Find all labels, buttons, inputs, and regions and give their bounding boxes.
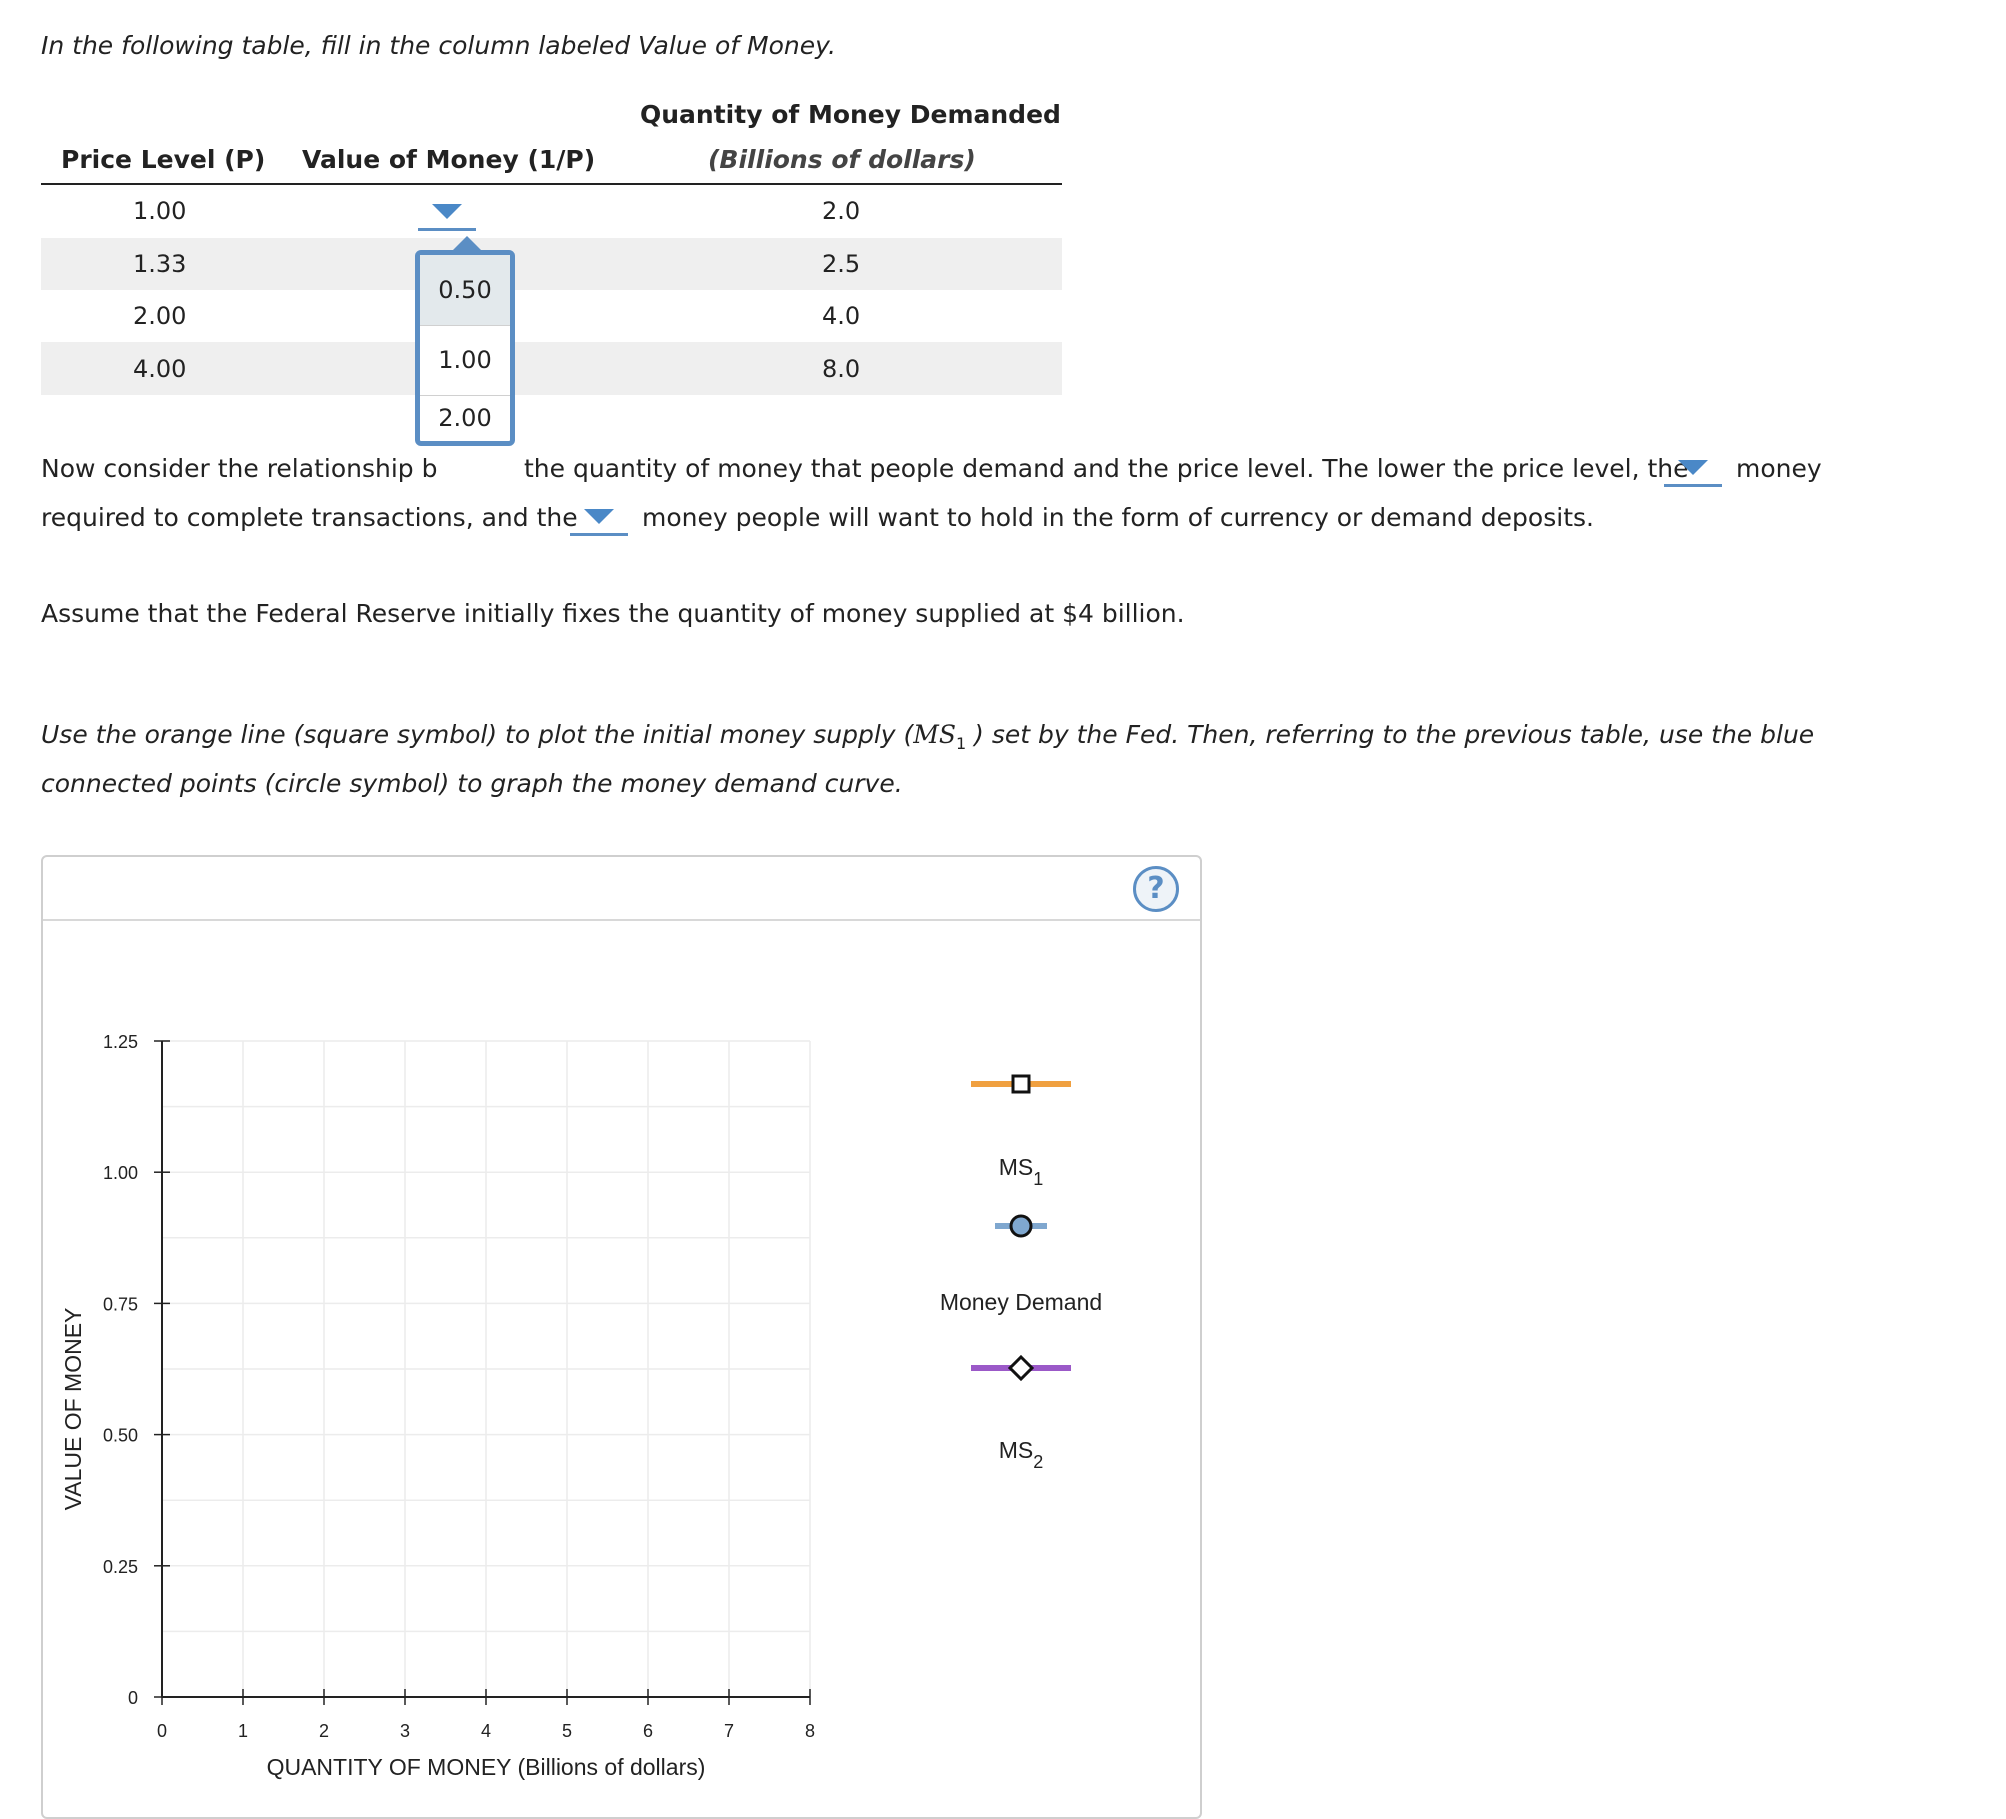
legend-label: Money Demand: [939, 1289, 1103, 1315]
y-tick-label: 0.75: [102, 1294, 138, 1315]
legend-item-diamond[interactable]: [971, 1357, 1071, 1472]
x-tick-label: 7: [723, 1721, 735, 1741]
square-marker-icon: [1013, 1076, 1029, 1092]
y-tick-label: 0.50: [102, 1425, 138, 1446]
relationship-text-part4: required to complete transactions, and the: [41, 503, 578, 532]
relationship-text-part2: the quantity of money that people demand and the price level. The lower the price level, the: [524, 454, 1689, 483]
axes: [154, 1041, 810, 1705]
table-cell-price: 2.00: [133, 302, 187, 330]
legend-label: $MS_1$: [998, 1154, 1044, 1189]
y-tick-label: 0: [127, 1688, 138, 1708]
y-tick-label: 1.00: [102, 1163, 138, 1184]
x-axis-label: QUANTITY OF MONEY (Billions of dollars): [266, 1754, 706, 1780]
ms-subscript: 1: [956, 734, 967, 753]
x-tick-label: 5: [561, 1721, 573, 1741]
menu-option[interactable]: 1.00: [438, 346, 492, 374]
ms-symbol: MS: [913, 720, 956, 749]
table-cell-qty: 2.0: [822, 197, 861, 225]
plot-instruction-line2: connected points (circle symbol) to graph the money demand curve.: [41, 769, 903, 798]
table-cell-qty: 4.0: [822, 302, 861, 330]
fed-assumption-text: Assume that the Federal Reserve initially fixes the quantity of money supplied at $4 billion.: [41, 599, 1185, 628]
table-instruction: In the following table, fill in the column labeled Value of Money.: [41, 31, 836, 60]
help-icon[interactable]: ?: [1133, 866, 1179, 912]
header-quantity-line2: (Billions of dollars): [708, 145, 976, 174]
header-quantity-line1: Quantity of Money Demanded: [640, 100, 1061, 129]
table-cell-price: 4.00: [133, 355, 187, 383]
relationship-text-part5: money people will want to hold in the form of currency or demand deposits.: [642, 503, 1594, 532]
y-axis-label: VALUE OF MONEY: [60, 1307, 86, 1511]
legend-item-circle[interactable]: [940, 1216, 1102, 1315]
menu-option[interactable]: 2.00: [438, 404, 492, 432]
relationship-text-part3: money: [1736, 454, 1822, 483]
grid-lines: [162, 1041, 810, 1697]
table-cell-price: 1.00: [133, 197, 187, 225]
x-tick-label: 8: [804, 1721, 816, 1741]
legend[interactable]: [940, 1076, 1102, 1472]
y-tick-labels: [103, 1032, 138, 1708]
y-tick-label: 0.25: [102, 1556, 138, 1577]
x-tick-label: 0: [156, 1721, 168, 1741]
x-tick-label: 3: [399, 1721, 411, 1741]
y-tick-label: 1.25: [102, 1032, 138, 1052]
x-tick-label: 1: [237, 1721, 249, 1741]
table-cell-price: 1.33: [133, 250, 187, 278]
plot-instruction-text: Use the orange line (square symbol) to plot the initial money supply (: [41, 720, 914, 749]
circle-marker-icon: [1011, 1216, 1031, 1236]
table-cell-qty: 2.5: [822, 250, 861, 278]
menu-option[interactable]: 0.50: [420, 255, 510, 325]
header-value-of-money: Value of Money (1/P): [302, 145, 596, 174]
x-tick-labels: [157, 1721, 815, 1741]
header-price-level: Price Level (P): [61, 145, 266, 174]
x-tick-label: 4: [480, 1721, 492, 1741]
diamond-marker-icon: [1010, 1357, 1032, 1379]
legend-label: $MS_2$: [998, 1437, 1044, 1472]
table-cell-qty: 8.0: [822, 355, 861, 383]
x-tick-label: 6: [642, 1721, 654, 1741]
relationship-text-part1: Now consider the relationship b: [41, 454, 438, 483]
plot-instruction-text: ) set by the Fed. Then, referring to the previous table, use the blue: [974, 720, 1815, 749]
legend-item-square[interactable]: [971, 1076, 1071, 1189]
x-tick-label: 2: [318, 1721, 330, 1741]
